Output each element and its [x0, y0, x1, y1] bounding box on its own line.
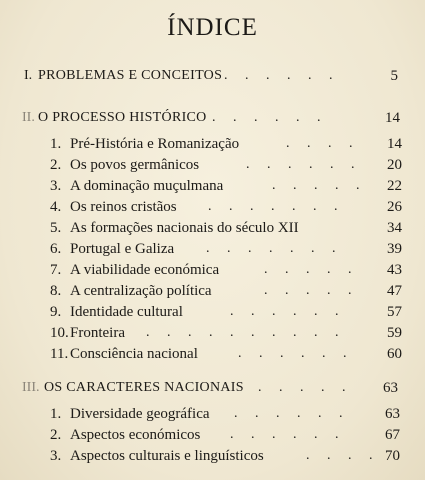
page-number: 70: [385, 448, 400, 464]
entry-number: 1.: [50, 136, 62, 152]
entry-number: 1.: [50, 406, 62, 422]
leader-dots: . . . . .: [258, 380, 353, 395]
entry-number: 2.: [50, 157, 62, 173]
entry-title: Portugal e Galiza: [70, 241, 175, 257]
entry-number: 7.: [50, 262, 62, 278]
page-number: 63: [385, 406, 400, 422]
leader-dots: . . . . . .: [224, 68, 340, 83]
entry-title: Fronteira: [70, 325, 125, 341]
page-number: 39: [387, 241, 402, 257]
entry-title: As formações nacionais do século XII: [70, 220, 299, 236]
page-title: ÍNDICE: [167, 14, 258, 41]
toc-entry: [50, 218, 402, 238]
page-number: 14: [385, 110, 400, 126]
toc-section-2: [22, 108, 402, 128]
page-number: 59: [387, 325, 402, 341]
section-title: OS CARACTERES NACIONAIS: [44, 380, 244, 395]
leader-dots: . . . .: [286, 136, 360, 151]
toc-entry: [50, 197, 402, 217]
toc-entry: [50, 134, 402, 154]
toc-entry: [50, 344, 402, 364]
section-title: PROBLEMAS E CONCEITOS: [38, 68, 223, 83]
toc-section-3: [22, 378, 400, 398]
entry-title: Os reinos cristãos: [70, 199, 177, 215]
entry-number: 3.: [50, 448, 62, 464]
toc-entry: [50, 323, 402, 343]
page-number: 5: [390, 68, 398, 84]
entry-number: 11.: [50, 346, 69, 362]
entry-number: 4.: [50, 199, 62, 215]
entry-number: 10.: [50, 325, 69, 341]
leader-dots: . . . . .: [264, 283, 359, 298]
leader-dots: . . . .: [306, 448, 380, 463]
toc-entry: [50, 302, 402, 322]
toc-entry: [50, 176, 402, 196]
toc-entry: [50, 281, 402, 301]
leader-dots: . . . . . .: [230, 427, 346, 442]
toc-entry: [50, 260, 402, 280]
page-number: 63: [383, 380, 398, 396]
page-number: 26: [387, 199, 402, 215]
entry-title: Aspectos culturais e linguísticos: [70, 448, 264, 464]
page-number: 60: [387, 346, 402, 362]
page-number: 67: [385, 427, 400, 443]
toc-entry: [50, 239, 402, 259]
entry-title: A centralização política: [70, 283, 212, 299]
leader-dots: . . . . . . . . . .: [146, 325, 346, 340]
entry-title: Diversidade geográfica: [70, 406, 210, 422]
entry-title: Consciência nacional: [70, 346, 198, 362]
leader-dots: . . . . . .: [238, 346, 354, 361]
section-numeral: II.: [22, 110, 35, 125]
entry-number: 6.: [50, 241, 62, 257]
entry-number: 2.: [50, 427, 62, 443]
leader-dots: . . . . . .: [246, 157, 362, 172]
leader-dots: . . . . . .: [212, 110, 328, 125]
page-number: 22: [387, 178, 402, 194]
section-numeral: I.: [24, 68, 33, 83]
entry-title: Pré-História e Romanização: [70, 136, 240, 152]
page-number: 20: [387, 157, 402, 173]
page-number: 14: [387, 136, 402, 152]
page-number: 57: [387, 304, 402, 320]
leader-dots: . . . . . .: [234, 406, 350, 421]
entry-title: Identidade cultural: [70, 304, 183, 320]
toc-section-1: [24, 66, 404, 86]
page-number: 34: [387, 220, 402, 236]
entry-number: 8.: [50, 283, 62, 299]
page-number: 47: [387, 283, 402, 299]
page-number: 43: [387, 262, 402, 278]
entry-number: 9.: [50, 304, 62, 320]
leader-dots: . . . . . . .: [206, 241, 343, 256]
leader-dots: . . . . . . .: [208, 199, 345, 214]
leader-dots: . . . . . .: [230, 304, 346, 319]
entry-title: A viabilidade económica: [70, 262, 220, 278]
toc-entry: [50, 404, 400, 424]
leader-dots: . . . . .: [272, 178, 367, 193]
section-title: O PROCESSO HISTÓRICO: [38, 110, 207, 125]
entry-title: Aspectos económicos: [70, 427, 201, 443]
entry-number: 3.: [50, 178, 62, 194]
section-numeral: III.: [22, 380, 40, 395]
entry-number: 5.: [50, 220, 62, 236]
leader-dots: . . . . .: [264, 262, 359, 277]
entry-title: Os povos germânicos: [70, 157, 200, 173]
toc-entry: [50, 425, 400, 445]
toc-entry: [50, 155, 402, 175]
entry-title: A dominação muçulmana: [70, 178, 224, 194]
toc-entry: [50, 446, 400, 466]
